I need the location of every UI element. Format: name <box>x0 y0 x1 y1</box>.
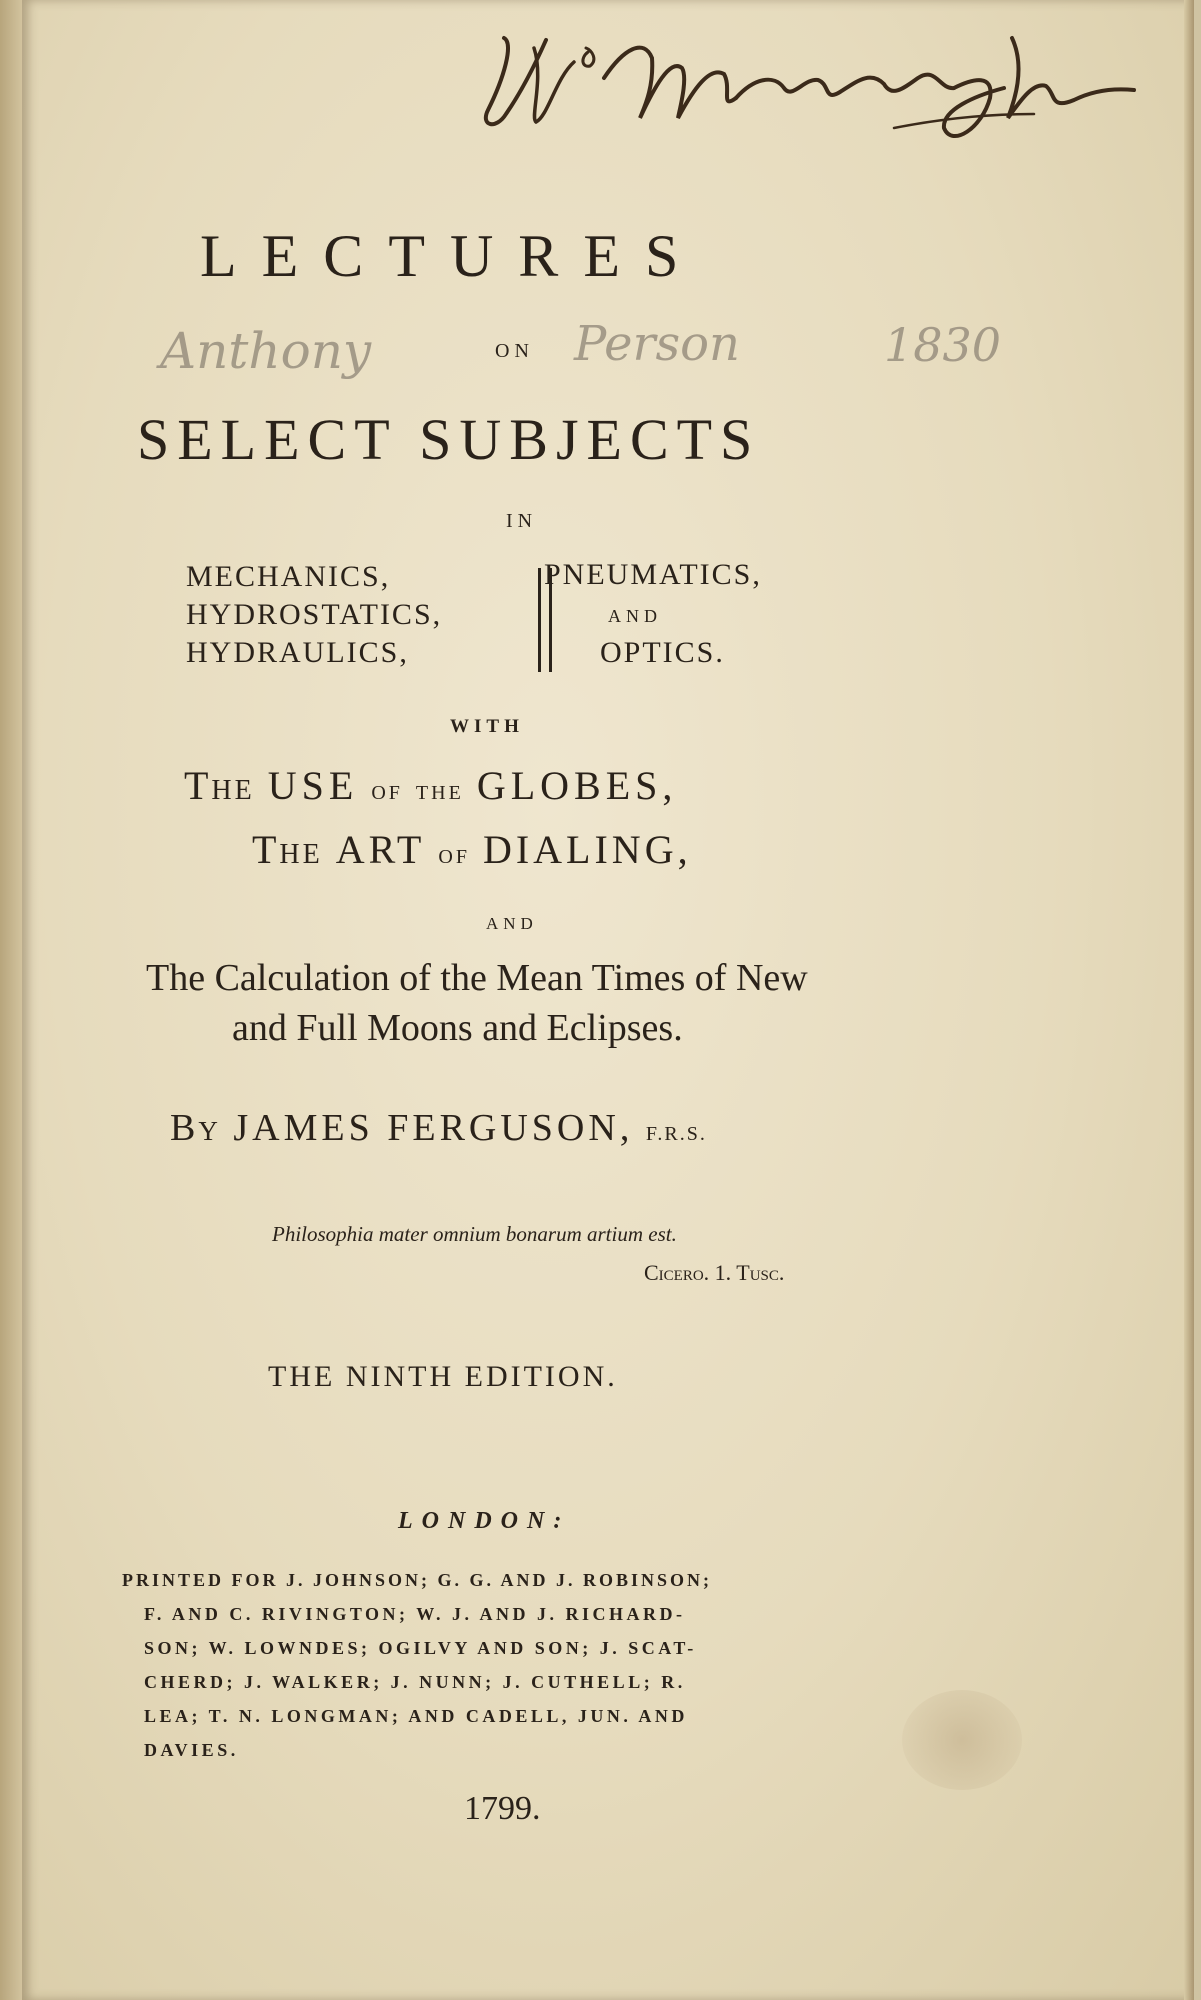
imprint-line-1: PRINTED FOR J. JOHNSON; G. G. AND J. ROBINSON; <box>122 1570 713 1590</box>
globes-globes: GLOBES, <box>476 763 678 808</box>
dialing-art: ART <box>335 827 426 872</box>
page-edge <box>1184 0 1194 2000</box>
subject-pneumatics: PNEUMATICS, <box>544 558 762 591</box>
imprint-city: LONDON: <box>398 1508 571 1534</box>
epigraph-source: Cicero. 1. Tusc. <box>644 1260 785 1285</box>
label-with: WITH <box>450 716 524 737</box>
imprint-line-6: DAVIES. <box>144 1740 239 1760</box>
label-and: AND <box>486 914 538 933</box>
dialing-the: The <box>252 827 323 872</box>
line-dialing <box>252 826 692 873</box>
author-line <box>170 1106 707 1150</box>
title-in: IN <box>506 510 538 532</box>
calculation-line-1: The Calculation of the Mean Times of New <box>146 957 808 999</box>
author-by: By <box>170 1107 221 1149</box>
line-globes <box>184 762 677 809</box>
subject-mechanics: MECHANICS, <box>186 560 391 593</box>
foxing-stain <box>902 1690 1022 1790</box>
subject-optics: OPTICS. <box>600 636 725 669</box>
pencil-year: 1830 <box>884 318 1002 372</box>
subject-hydraulics: HYDRAULICS, <box>186 636 409 669</box>
title-on: ON <box>495 340 534 362</box>
book-spine <box>0 0 22 2000</box>
globes-use: USE <box>267 763 359 808</box>
ink-signature <box>474 18 1150 168</box>
imprint-line-5: LEA; T. N. LONGMAN; AND CADELL, JUN. AND <box>144 1706 688 1726</box>
pencil-surname: Person <box>574 316 740 372</box>
pencil-name: Anthony <box>160 322 372 380</box>
imprint-line-4: CHERD; J. WALKER; J. NUNN; J. CUTHELL; R. <box>144 1672 686 1692</box>
calculation-line-2: and Full Moons and Eclipses. <box>232 1007 683 1049</box>
globes-the2: the <box>415 775 464 806</box>
globes-the: The <box>184 763 255 808</box>
title-page <box>22 0 1194 2000</box>
subject-hydrostatics: HYDROSTATICS, <box>186 598 443 631</box>
dialing-of: of <box>438 839 470 870</box>
dialing-dialing: DIALING, <box>482 827 692 872</box>
globes-of: of <box>371 775 403 806</box>
imprint-line-3: SON; W. LOWNDES; OGILVY AND SON; J. SCAT- <box>144 1638 697 1658</box>
title-lectures: LECTURES <box>200 223 704 289</box>
epigraph-quote: Philosophia mater omnium bonarum artium est. <box>272 1222 677 1246</box>
subject-and: AND <box>608 606 662 626</box>
imprint-year: 1799. <box>464 1790 541 1827</box>
title-select-subjects: SELECT SUBJECTS <box>137 407 761 472</box>
author-credentials: F.R.S. <box>645 1123 707 1145</box>
author-name: JAMES FERGUSON, <box>233 1107 634 1149</box>
imprint-line-2: F. AND C. RIVINGTON; W. J. AND J. RICHARD- <box>144 1604 686 1624</box>
edition: THE NINTH EDITION. <box>268 1360 618 1393</box>
signature-drawing <box>474 18 1150 168</box>
